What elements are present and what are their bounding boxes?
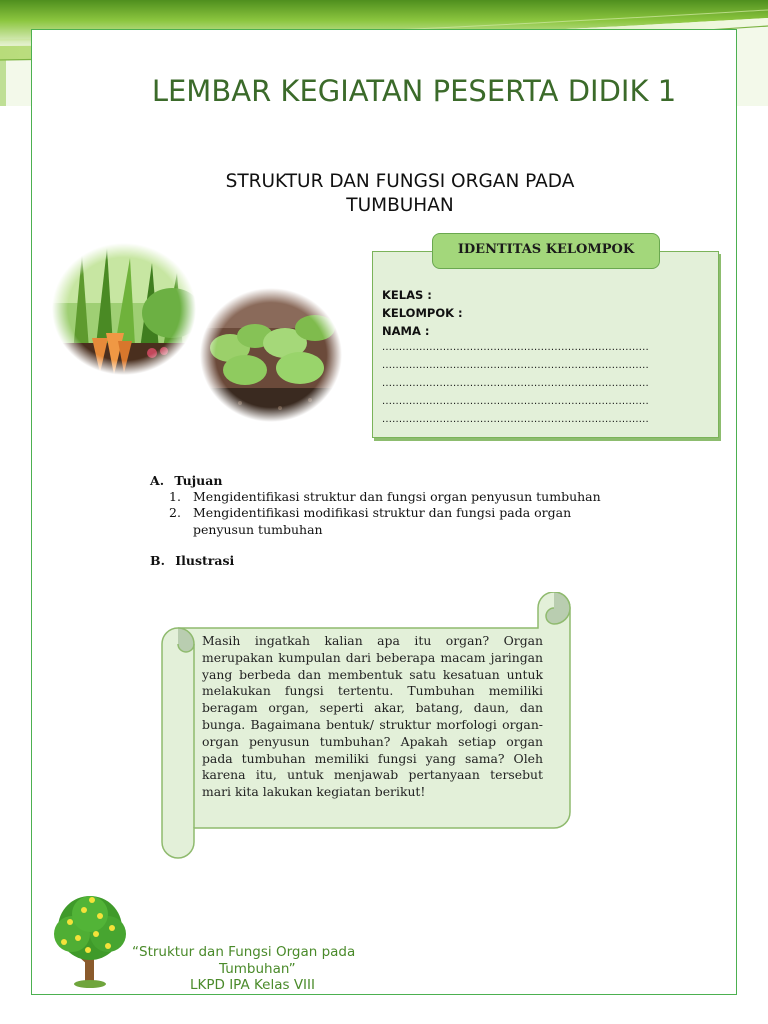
group-label: KELOMPOK : xyxy=(382,306,463,320)
tree-icon xyxy=(50,894,130,990)
name-blank-line[interactable]: ............................................................................... xyxy=(382,360,649,371)
section-a-title: Tujuan xyxy=(174,473,223,488)
section-b-title: Ilustrasi xyxy=(175,553,235,568)
goal-number: 2. xyxy=(169,505,181,520)
class-label: KELAS : xyxy=(382,288,432,302)
goal-number: 1. xyxy=(169,489,181,504)
goal-text: Mengidentifikasi modifikasi struktur dan fungsi pada organ xyxy=(193,505,572,520)
page-subtitle: STRUKTUR DAN FUNGSI ORGAN PADA TUMBUHAN xyxy=(225,171,575,216)
seedlings-photo xyxy=(200,288,342,423)
name-blank-line[interactable]: ............................................................................... xyxy=(382,378,649,389)
name-blank-line[interactable]: ............................................................................... xyxy=(382,414,649,425)
name-blank-line[interactable]: ............................................................................... xyxy=(382,396,649,407)
name-blank-line[interactable]: ............................................................................... xyxy=(382,342,649,353)
footer-line-1: “Struktur dan Fungsi Organ pada xyxy=(132,944,356,960)
section-a-heading xyxy=(150,473,222,488)
goal-text: Mengidentifikasi struktur dan fungsi organ penyusun tumbuhan xyxy=(193,489,601,504)
group-identity-heading: IDENTITAS KELOMPOK xyxy=(432,233,660,269)
vegetables-photo xyxy=(52,243,197,375)
goal-text-continued: penyusun tumbuhan xyxy=(193,522,323,537)
footer-line-2: Tumbuhan” xyxy=(219,961,296,977)
page-title: LEMBAR KEGIATAN PESERTA DIDIK 1 xyxy=(151,74,677,108)
section-b-letter: B. xyxy=(150,553,165,568)
footer-line-3: LKPD IPA Kelas VIII xyxy=(190,977,316,993)
name-label: NAMA : xyxy=(382,324,430,338)
section-b-heading xyxy=(150,553,234,568)
illustration-text: Masih ingatkah kalian apa itu organ? Organ merupakan kumpulan dari beberapa macam jaringan yang berbeda dan membentuk satu kesatuan untuk melakukan fungsi tertentu. Tumbuhan memiliki beragam organ, seperti akar, batang, daun, dan bunga. Bagaimana bentuk/ struktur morfologi organ-organ penyusun tumbuhan? Apakah setiap organ pada tumbuhan memiliki fungsi yang sama? Oleh karena itu, untuk menjawab pertanyaan tersebut mari kita lakukan kegiatan berikut! xyxy=(202,633,543,800)
section-a-letter: A. xyxy=(150,473,165,488)
